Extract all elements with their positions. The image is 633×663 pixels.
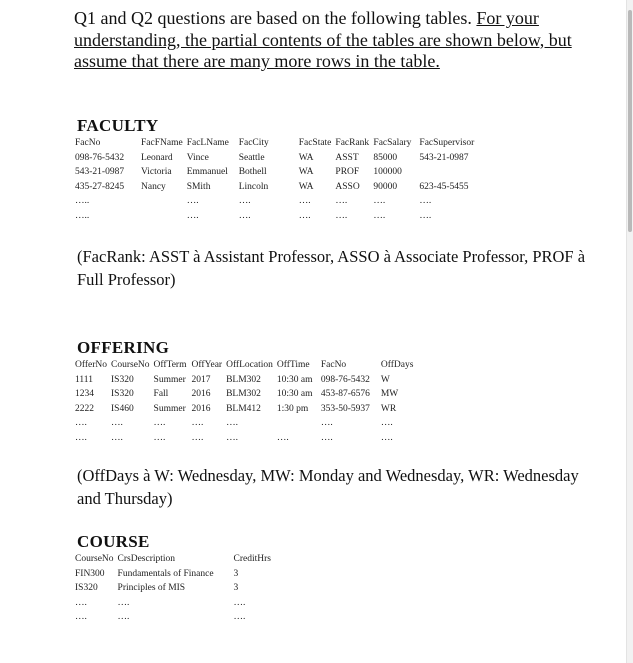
offdays-note: (OffDays à W: Wednesday, MW: Monday and Wednesday, WR: Wednesday and Thursday) bbox=[77, 466, 579, 508]
table-cell: 098-76-5432 bbox=[320, 374, 370, 385]
table-cell: 85000 bbox=[373, 152, 398, 163]
table-cell: W bbox=[380, 374, 390, 385]
table-cell: Summer bbox=[153, 403, 186, 414]
table-cell bbox=[277, 416, 321, 431]
column-header: OffYear bbox=[191, 360, 223, 370]
table-cell: 1:30 pm bbox=[276, 403, 309, 414]
offering-header-row bbox=[75, 358, 417, 373]
table-cell: BLM412 bbox=[226, 403, 261, 414]
table-cell: 100000 bbox=[373, 167, 402, 177]
table-row bbox=[75, 610, 275, 625]
table-row bbox=[75, 194, 478, 209]
table-cell: Leonard bbox=[141, 152, 173, 163]
faculty-header-row bbox=[75, 136, 478, 151]
table-cell: …. bbox=[75, 418, 87, 428]
table-cell: 2017 bbox=[191, 374, 211, 385]
table-cell: …. bbox=[186, 196, 199, 206]
table-cell: 353-50-5937 bbox=[320, 403, 370, 414]
table-cell: …. bbox=[298, 196, 311, 206]
table-cell: Fundamentals of Finance bbox=[117, 568, 214, 579]
table-cell: ASSO bbox=[335, 181, 360, 192]
table-cell: 2016 bbox=[191, 403, 211, 414]
table-row bbox=[75, 387, 417, 402]
table-cell: …. bbox=[238, 210, 251, 221]
column-header: FacSalary bbox=[373, 138, 412, 148]
table-cell: …. bbox=[117, 612, 130, 622]
table-cell: IS320 bbox=[111, 374, 134, 385]
table-cell: MW bbox=[380, 389, 399, 399]
table-row bbox=[75, 373, 417, 388]
table-row bbox=[75, 165, 478, 180]
column-header: OffDays bbox=[380, 360, 414, 370]
table-cell: 453-87-6576 bbox=[320, 389, 370, 399]
table-cell: Summer bbox=[153, 374, 186, 385]
table-cell: ….. bbox=[75, 210, 90, 221]
course-title: COURSE bbox=[77, 532, 150, 551]
table-cell: 2016 bbox=[191, 389, 211, 399]
table-cell: …. bbox=[226, 432, 238, 443]
table-cell: 3 bbox=[233, 583, 239, 593]
table-cell: …. bbox=[380, 418, 393, 428]
column-header: OffLocation bbox=[226, 360, 273, 370]
table-cell: …. bbox=[111, 418, 123, 428]
column-header: CreditHrs bbox=[233, 554, 271, 564]
table-cell: 543-21-0987 bbox=[419, 152, 469, 163]
table-cell: …. bbox=[75, 597, 87, 608]
table-cell: SMith bbox=[186, 181, 211, 192]
table-cell: 098-76-5432 bbox=[75, 152, 125, 163]
column-header: FacCity bbox=[238, 138, 269, 148]
table-cell: WA bbox=[298, 181, 314, 192]
table-cell: …. bbox=[373, 196, 386, 206]
column-header: FacSupervisor bbox=[419, 138, 475, 148]
table-row bbox=[75, 402, 417, 417]
table-row bbox=[75, 581, 275, 596]
table-cell: …. bbox=[186, 210, 199, 221]
intro-underlined-text: For your understanding, the partial contents of the tables are shown below, but assume that there are many more rows in the table. bbox=[74, 8, 572, 71]
table-cell: ….. bbox=[75, 196, 90, 206]
table-row bbox=[75, 180, 478, 195]
table-row bbox=[75, 596, 275, 611]
table-cell: IS320 bbox=[111, 389, 134, 399]
table-row bbox=[75, 209, 478, 224]
table-cell: …. bbox=[238, 196, 251, 206]
column-header: CourseNo bbox=[111, 360, 150, 370]
table-cell: …. bbox=[419, 210, 432, 221]
table-cell: …. bbox=[75, 432, 87, 443]
table-row bbox=[75, 416, 417, 431]
course-table bbox=[75, 552, 275, 625]
offering-title: OFFERING bbox=[77, 338, 170, 357]
table-cell: Emmanuel bbox=[186, 167, 228, 177]
table-cell: 3 bbox=[233, 568, 239, 579]
table-cell: 2222 bbox=[75, 403, 94, 414]
table-cell: …. bbox=[380, 432, 393, 443]
column-header: OfferNo bbox=[75, 360, 108, 370]
table-cell: …. bbox=[153, 418, 166, 428]
column-header: FacRank bbox=[335, 138, 370, 148]
column-header: OffTerm bbox=[153, 360, 187, 370]
table-cell: Seattle bbox=[238, 152, 265, 163]
table-cell: 90000 bbox=[373, 181, 398, 192]
column-header: OffTime bbox=[276, 360, 310, 370]
table-cell: Principles of MIS bbox=[117, 583, 186, 593]
table-cell: …. bbox=[117, 597, 130, 608]
table-cell: 1111 bbox=[75, 374, 93, 385]
table-cell: BLM302 bbox=[226, 374, 261, 385]
table-cell: 435-27-8245 bbox=[75, 181, 125, 192]
table-cell: PROF bbox=[335, 167, 360, 177]
table-cell: Lincoln bbox=[238, 181, 269, 192]
table-row bbox=[75, 151, 478, 166]
column-header: CourseNo bbox=[75, 554, 114, 564]
table-cell: …. bbox=[320, 432, 333, 443]
table-cell: Victoria bbox=[141, 167, 172, 177]
faculty-table bbox=[75, 136, 478, 223]
table-cell: …. bbox=[320, 418, 333, 428]
table-cell: WA bbox=[298, 152, 314, 163]
table-cell: IS460 bbox=[111, 403, 134, 414]
table-cell: …. bbox=[191, 418, 204, 428]
table-cell: …. bbox=[75, 612, 87, 622]
course-header-row bbox=[75, 552, 275, 567]
table-cell: FIN300 bbox=[75, 568, 105, 579]
table-cell: 623-45-5455 bbox=[419, 181, 469, 192]
table-row bbox=[75, 431, 417, 446]
table-cell: IS320 bbox=[75, 583, 98, 593]
column-header: FacState bbox=[298, 138, 332, 148]
table-cell: 10:30 am bbox=[276, 374, 313, 385]
facrank-note: (FacRank: ASST à Assistant Professor, ASSO à Associate Professor, PROF à Full Professor) bbox=[77, 247, 586, 289]
table-cell: …. bbox=[276, 432, 289, 443]
table-cell: …. bbox=[233, 612, 246, 622]
table-cell: Vince bbox=[186, 152, 209, 163]
table-cell: 1234 bbox=[75, 389, 94, 399]
table-cell: …. bbox=[233, 597, 246, 608]
column-header: FacNo bbox=[320, 360, 347, 370]
table-cell: Bothell bbox=[238, 167, 267, 177]
intro-text: Q1 and Q2 questions are based on the following tables. bbox=[74, 8, 477, 28]
vertical-scrollbar[interactable] bbox=[626, 0, 633, 663]
column-header: FacNo bbox=[75, 138, 101, 148]
table-cell: …. bbox=[298, 210, 311, 221]
table-cell: Fall bbox=[153, 389, 169, 399]
table-cell: WR bbox=[380, 403, 397, 414]
table-cell: …. bbox=[191, 432, 204, 443]
table-cell: 543-21-0987 bbox=[75, 167, 125, 177]
table-cell: …. bbox=[335, 196, 348, 206]
table-cell bbox=[141, 209, 187, 224]
table-cell bbox=[419, 165, 478, 180]
table-cell: …. bbox=[153, 432, 166, 443]
table-cell: BLM302 bbox=[226, 389, 261, 399]
table-row bbox=[75, 567, 275, 582]
table-cell: Nancy bbox=[141, 181, 166, 192]
offering-table bbox=[75, 358, 417, 445]
table-cell: …. bbox=[226, 418, 238, 428]
table-cell: ASST bbox=[335, 152, 359, 163]
table-cell: …. bbox=[335, 210, 348, 221]
column-header: FacLName bbox=[186, 138, 229, 148]
table-cell: …. bbox=[419, 196, 432, 206]
scrollbar-thumb[interactable] bbox=[628, 10, 632, 232]
column-header: CrsDescription bbox=[117, 554, 176, 564]
table-cell bbox=[141, 194, 187, 209]
table-cell: …. bbox=[111, 432, 123, 443]
table-cell: …. bbox=[373, 210, 386, 221]
intro-paragraph bbox=[74, 8, 594, 73]
table-cell: 10:30 am bbox=[276, 389, 313, 399]
faculty-title: FACULTY bbox=[77, 116, 159, 135]
column-header: FacFName bbox=[141, 138, 183, 148]
table-cell: WA bbox=[298, 167, 314, 177]
